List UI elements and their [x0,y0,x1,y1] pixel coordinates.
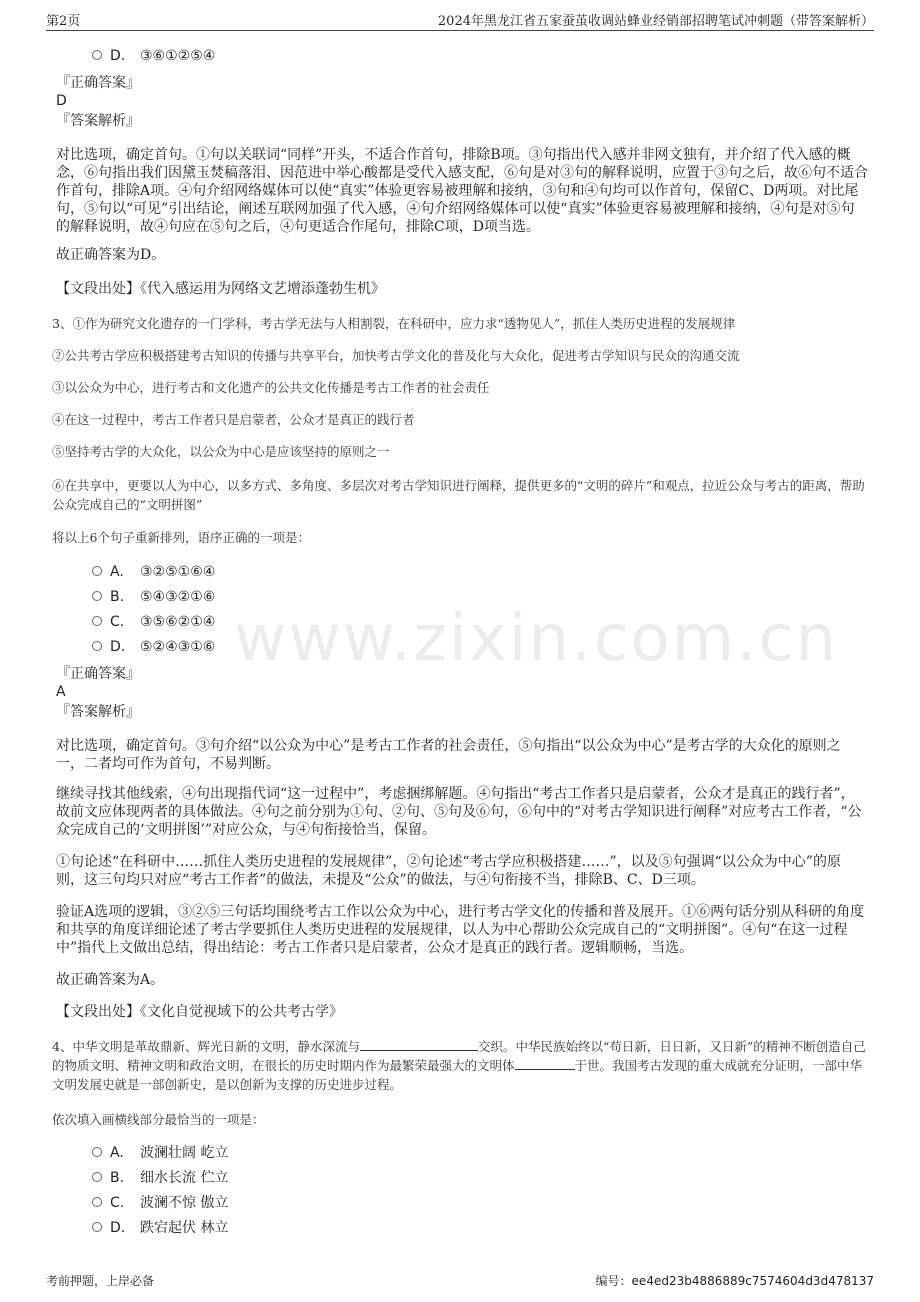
q3-sentence-4: ④在这一过程中，考古工作者只是启蒙者，公众才是真正的践行者 [52,412,415,427]
q3-analysis-1: 对比选项，确定首句。③句介绍“以公众为中心”是考古工作者的社会责任，⑤句指出“以公众为中心”是考古学的大众化的原则之一，二者均可作为首句，不易判断。 [56,738,841,772]
q4-option-a[interactable]: A. 波澜壮阔 屹立 [92,1143,228,1163]
radio-icon[interactable] [92,1197,102,1207]
analysis-label: 『答案解析』 [56,704,140,720]
q4-question: 依次填入画横线部分最恰当的一项是： [52,1112,265,1127]
q3-sentence-1: 3、①作为研究文化遗存的一门学科，考古学无法与人相割裂，在科研中，应力求“透物见人”，抓住人类历史进程的发展规律 [52,316,736,331]
radio-icon[interactable] [92,1172,102,1182]
q3-source: 【文段出处】《文化自觉视域下的公共考古学》 [56,1004,343,1020]
page-number: 第2页 [46,14,81,29]
q3-option-c[interactable]: C. ③⑤⑥②①④ [92,612,215,632]
document-title: 2024年黑龙江省五家蚕茧收调站蜂业经销部招聘笔试冲刺题（带答案解析） [437,14,874,29]
answer-value: A [56,684,66,700]
page-header [46,8,874,31]
q3-sentence-3: ③以公众为中心，进行考古和文化遗产的公共文化传播是考古工作者的社会责任 [52,380,490,395]
answer-value: D [56,93,67,109]
q3-analysis-4: 验证A选项的逻辑，③②⑤三句话均围绕考古工作以公众为中心，进行考古学文化的传播和普及展开。①⑥两句话分别从科研的角度和共享的角度详细论述了考古学要抓住人类历史进程的发展规律，以人为中心帮助公众完成自己的“文明拼图”。④句“在这一过程中”指代上文做出总结，得出结论：考古工作者只是启蒙者，公众才是真正的践行者。逻辑顺畅，当选。 [56,904,865,956]
q4-option-d[interactable]: D. 跌宕起伏 林立 [92,1218,228,1238]
q3-analysis-3: ①句论述“在科研中……抓住人类历史进程的发展规律”，②句论述“考古学应积极搭建……”，以及⑤句强调“以公众为中心”的原则，这三句均只对应“考古工作者”的做法，未提及“公众”的做法，与④句衔接不当，排除B、C、D三项。 [56,854,841,888]
radio-icon[interactable] [92,616,102,626]
q3-conclusion: 故正确答案为A。 [56,972,165,988]
document-id: 编号：ee4ed23b4886889c7574604d3d478137 [595,1274,874,1288]
watermark: www.zixin.com.cn [234,602,839,676]
footer-slogan: 考前押题，上岸必备 [46,1274,155,1288]
q4-stem: 4、中华文明是革故鼎新、辉光日新的文明，静水深流与 交织。中华民族始终以“苟日新，日日新，又日新”的精神不断创造自己的物质文明、精神文明和政治文明，在很长的历史时期内作为最繁荣最强大的文明体 于世。我国考古发现的重大成就充分证明，一部中华文明发展史就是一部创新史，是以创新为支撑的历史进步过程。 [52,1039,866,1092]
q3-sentence-6: ⑥在共享中，更要以人为中心，以多方式、多角度、多层次对考古学知识进行阐释，提供更多的“文明的碎片”和观点，拉近公众与考古的距离，帮助公众完成自己的“文明拼图” [52,478,865,512]
q3-option-a[interactable]: A. ③②⑤①⑥④ [92,562,215,582]
radio-icon[interactable] [92,566,102,576]
q3-option-b[interactable]: B. ⑤④③②①⑥ [92,587,215,607]
answer-label: 『正确答案』 [56,666,140,682]
radio-icon[interactable] [92,1147,102,1157]
q2-option-d[interactable]: D. ③⑥①②⑤④ [92,46,215,66]
q4-option-b[interactable]: B. 细水长流 伫立 [92,1168,228,1188]
radio-icon[interactable] [92,641,102,651]
q3-sentence-2: ②公共考古学应积极搭建考古知识的传播与共享平台，加快考古学文化的普及化与大众化，促进考古学知识与民众的沟通交流 [52,348,740,363]
fill-blank-2[interactable] [515,1057,575,1070]
radio-icon[interactable] [92,50,102,60]
answer-label: 『正确答案』 [56,75,140,91]
q3-sentence-5: ⑤坚持考古学的大众化，以公众为中心是应该坚持的原则之一 [52,444,390,459]
q2-source: 【文段出处】《代入感运用为网络文艺增添蓬勃生机》 [56,281,385,297]
q3-option-d[interactable]: D. ⑤②④③①⑥ [92,637,215,657]
q2-analysis: 对比选项，确定首句。①句以关联词“同样”开头，不适合作首句，排除B项。③句指出代入感并非网文独有，并介绍了代入感的概念，⑥句指出我们因黛玉焚稿落泪、因范进中举心酸都是受代入感支配，⑥句是对③句的解释说明，应置于③句之后，故⑥句不适合作首句，排除A项。④句介绍网络媒体可以使“真实”体验更容易被理解和接纳，③句和④句均可以作首句，保留C、D两项。对比尾句，⑤句以“可见”引出结论，阐述互联网加强了代入感，④句介绍网络媒体可以使“真实”体验更容易被理解和接纳，④句是对⑤句的解释说明，故④句应在⑤句之后，④句更适合作尾句，排除C项，D项当选。 [56,147,868,235]
q3-question: 将以上6个句子重新排列，语序正确的一项是： [52,530,310,545]
radio-icon[interactable] [92,591,102,601]
fill-blank-1[interactable] [360,1038,478,1051]
q2-conclusion: 故正确答案为D。 [56,247,166,263]
q4-option-c[interactable]: C. 波澜不惊 傲立 [92,1193,228,1213]
q3-analysis-2: 继续寻找其他线索，④句出现指代词“这一过程中”，考虑捆绑解题。④句指出“考古工作者只是启蒙者，公众才是真正的践行者”，故前文应体现两者的具体做法。④句之前分别为①句、②句、⑤句及⑥句，⑥句中的“对考古学知识进行阐释”对应考古工作者，“公众完成自己的‘文明拼图’”对应公众，与④句衔接恰当，保留。 [56,786,862,838]
radio-icon[interactable] [92,1222,102,1232]
analysis-label: 『答案解析』 [56,113,140,129]
